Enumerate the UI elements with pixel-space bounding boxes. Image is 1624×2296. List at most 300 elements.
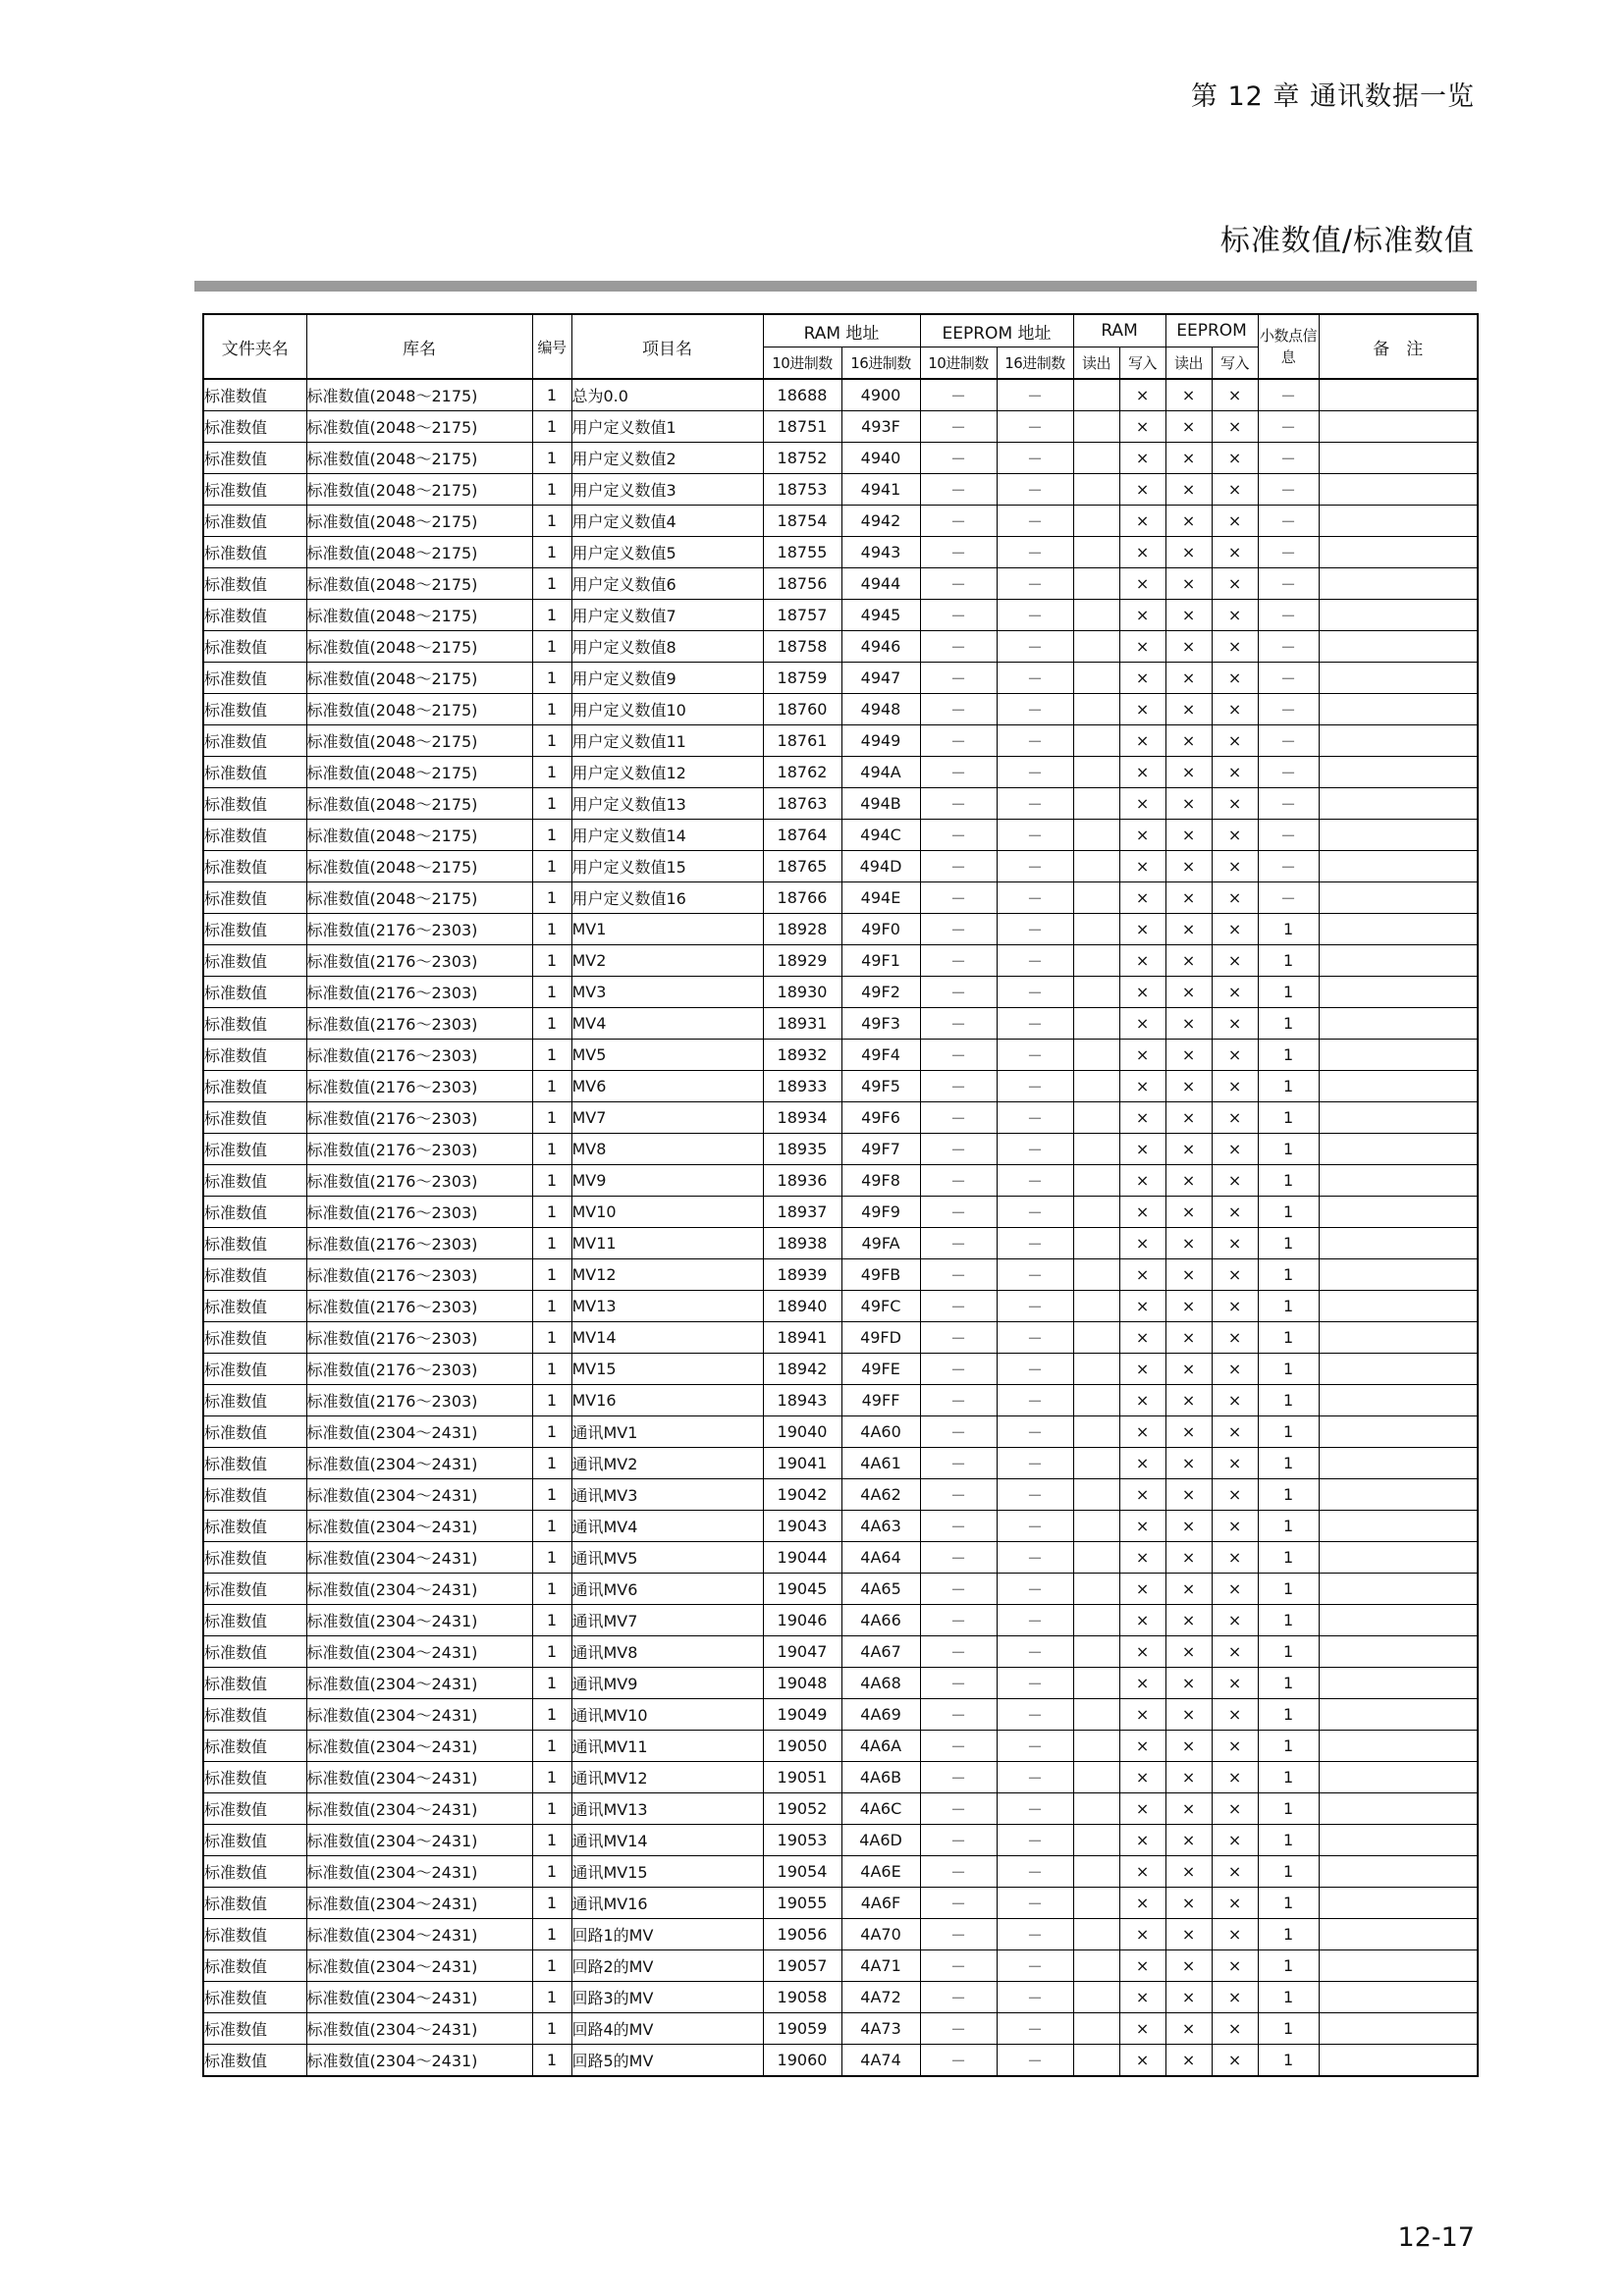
remarks-cell [1319, 506, 1478, 537]
eeprom-dec-address-cell: － [920, 820, 997, 851]
ram-hex-address-cell: 49F8 [841, 1165, 920, 1197]
eeprom-dec-address-cell: － [920, 914, 997, 945]
table-row [203, 977, 1478, 1008]
ram-hex-address-cell: 4949 [841, 725, 920, 757]
eeprom-hex-address-cell: － [997, 945, 1073, 977]
folder-cell: 标准数值 [203, 945, 306, 977]
ram-dec-address-cell: 19044 [763, 1542, 841, 1574]
ram-dec-address-cell: 18932 [763, 1040, 841, 1071]
ram-hex-address-cell: 494B [841, 788, 920, 820]
eeprom-write-cell: × [1212, 977, 1258, 1008]
eeprom-write-cell: × [1212, 1511, 1258, 1542]
ram-read-cell [1073, 1228, 1119, 1259]
ram-read-cell [1073, 379, 1119, 411]
folder-cell: 标准数值 [203, 1699, 306, 1731]
eeprom-hex-address-cell: － [997, 1762, 1073, 1793]
eeprom-write-cell: × [1212, 1197, 1258, 1228]
ram-hex-address-cell: 4948 [841, 694, 920, 725]
decimal-info-cell: 1 [1258, 1574, 1319, 1605]
number-cell: 1 [532, 1699, 571, 1731]
library-cell: 标准数值(2304～2431) [306, 2013, 532, 2045]
decimal-info-cell: － [1258, 600, 1319, 631]
ram-hex-address-cell: 4A64 [841, 1542, 920, 1574]
decimal-info-cell: 1 [1258, 1982, 1319, 2013]
table-row [203, 1668, 1478, 1699]
item-name-cell: 通讯MV13 [571, 1793, 763, 1825]
ram-write-cell: × [1119, 506, 1165, 537]
eeprom-read-cell: × [1165, 443, 1212, 474]
ram-read-cell [1073, 1793, 1119, 1825]
ram-read-cell [1073, 1040, 1119, 1071]
library-cell: 标准数值(2048～2175) [306, 411, 532, 443]
eeprom-write-cell: × [1212, 2013, 1258, 2045]
eeprom-hex-address-cell: － [997, 2045, 1073, 2077]
table-row [203, 1040, 1478, 1071]
remarks-cell [1319, 1165, 1478, 1197]
folder-cell: 标准数值 [203, 1448, 306, 1479]
ram-write-cell: × [1119, 1385, 1165, 1416]
eeprom-write-cell: × [1212, 1071, 1258, 1102]
eeprom-dec-address-cell: － [920, 1542, 997, 1574]
decimal-info-cell: － [1258, 788, 1319, 820]
eeprom-dec-address-cell: － [920, 568, 997, 600]
eeprom-write-cell: × [1212, 1385, 1258, 1416]
eeprom-dec-address-cell: － [920, 1165, 997, 1197]
number-cell: 1 [532, 977, 571, 1008]
table-row [203, 1762, 1478, 1793]
ram-dec-address-cell: 19046 [763, 1605, 841, 1636]
eeprom-dec-address-cell: － [920, 1605, 997, 1636]
item-name-cell: 用户定义数值10 [571, 694, 763, 725]
ram-hex-address-cell: 49FD [841, 1322, 920, 1354]
number-cell: 1 [532, 600, 571, 631]
eeprom-write-cell: × [1212, 694, 1258, 725]
eeprom-read-cell: × [1165, 820, 1212, 851]
ram-write-cell: × [1119, 1919, 1165, 1950]
ram-hex-address-cell: 4A6D [841, 1825, 920, 1856]
eeprom-read-cell: × [1165, 506, 1212, 537]
remarks-cell [1319, 1322, 1478, 1354]
eeprom-read-cell: × [1165, 1479, 1212, 1511]
eeprom-hex-address-cell: － [997, 443, 1073, 474]
ram-read-cell [1073, 1574, 1119, 1605]
ram-hex-address-cell: 4A74 [841, 2045, 920, 2077]
remarks-cell [1319, 379, 1478, 411]
number-cell: 1 [532, 1636, 571, 1668]
library-cell: 标准数值(2048～2175) [306, 474, 532, 506]
eeprom-write-cell: × [1212, 1134, 1258, 1165]
library-cell: 标准数值(2176～2303) [306, 1134, 532, 1165]
item-name-cell: 用户定义数值1 [571, 411, 763, 443]
eeprom-write-cell: × [1212, 1825, 1258, 1856]
library-cell: 标准数值(2304～2431) [306, 1574, 532, 1605]
ram-read-cell [1073, 945, 1119, 977]
ram-write-cell: × [1119, 631, 1165, 663]
ram-read-cell [1073, 1762, 1119, 1793]
ram-addr-hex-header: 16进制数 [841, 347, 920, 380]
ram-write-cell: × [1119, 1668, 1165, 1699]
remarks-cell [1319, 1385, 1478, 1416]
item-name-cell: 通讯MV8 [571, 1636, 763, 1668]
eeprom-read-cell: × [1165, 1040, 1212, 1071]
ram-hex-address-cell: 4A65 [841, 1574, 920, 1605]
ram-write-cell: × [1119, 1888, 1165, 1919]
number-cell: 1 [532, 506, 571, 537]
eeprom-dec-address-cell: － [920, 1888, 997, 1919]
remarks-cell [1319, 1259, 1478, 1291]
ram-write-cell: × [1119, 725, 1165, 757]
eeprom-hex-address-cell: － [997, 1448, 1073, 1479]
ram-write-cell: × [1119, 1291, 1165, 1322]
decimal-info-cell: 1 [1258, 977, 1319, 1008]
table-row [203, 694, 1478, 725]
eeprom-write-cell: × [1212, 2045, 1258, 2077]
folder-cell: 标准数值 [203, 1040, 306, 1071]
eeprom-dec-address-cell: － [920, 631, 997, 663]
decimal-info-cell: 1 [1258, 1416, 1319, 1448]
remarks-cell [1319, 1008, 1478, 1040]
folder-cell: 标准数值 [203, 474, 306, 506]
ram-write-cell: × [1119, 1605, 1165, 1636]
decimal-info-cell: 1 [1258, 1259, 1319, 1291]
remarks-cell [1319, 725, 1478, 757]
communication-data-table [202, 313, 1479, 2077]
library-cell: 标准数值(2176～2303) [306, 1165, 532, 1197]
ram-hex-address-cell: 49F9 [841, 1197, 920, 1228]
remarks-cell [1319, 2013, 1478, 2045]
folder-cell: 标准数值 [203, 1668, 306, 1699]
decimal-info-cell: 1 [1258, 1825, 1319, 1856]
library-cell: 标准数值(2048～2175) [306, 725, 532, 757]
remarks-cell [1319, 631, 1478, 663]
eeprom-hex-address-cell: － [997, 1731, 1073, 1762]
item-name-cell: MV1 [571, 914, 763, 945]
ram-dec-address-cell: 19045 [763, 1574, 841, 1605]
folder-cell: 标准数值 [203, 568, 306, 600]
library-cell: 标准数值(2304～2431) [306, 1762, 532, 1793]
eeprom-write-cell: × [1212, 411, 1258, 443]
eeprom-dec-address-cell: － [920, 443, 997, 474]
ram-write-cell: × [1119, 1102, 1165, 1134]
eeprom-dec-address-cell: － [920, 663, 997, 694]
eeprom-read-cell: × [1165, 631, 1212, 663]
eeprom-write-cell: × [1212, 1950, 1258, 1982]
eeprom-dec-address-cell: － [920, 788, 997, 820]
number-cell: 1 [532, 1322, 571, 1354]
ram-read-cell [1073, 411, 1119, 443]
library-cell: 标准数值(2176～2303) [306, 1040, 532, 1071]
eeprom-dec-address-cell: － [920, 694, 997, 725]
item-name-cell: 通讯MV1 [571, 1416, 763, 1448]
eeprom-hex-address-cell: － [997, 1825, 1073, 1856]
col-remarks-header: 备 注 [1319, 314, 1478, 379]
ram-dec-address-cell: 18761 [763, 725, 841, 757]
decimal-info-cell: 1 [1258, 1322, 1319, 1354]
ram-dec-address-cell: 19051 [763, 1762, 841, 1793]
remarks-cell [1319, 1825, 1478, 1856]
section-title: 标准数值/标准数值 [1219, 224, 1475, 258]
number-cell: 1 [532, 474, 571, 506]
decimal-info-cell: － [1258, 725, 1319, 757]
col-folder-header: 文件夹名 [203, 314, 306, 379]
folder-cell: 标准数值 [203, 1856, 306, 1888]
table-row [203, 1825, 1478, 1856]
eeprom-write-cell: × [1212, 1008, 1258, 1040]
item-name-cell: MV16 [571, 1385, 763, 1416]
decimal-info-cell: 1 [1258, 2045, 1319, 2077]
eeprom-write-cell: × [1212, 1605, 1258, 1636]
ram-dec-address-cell: 18929 [763, 945, 841, 977]
ram-dec-address-cell: 18765 [763, 851, 841, 882]
ram-write-cell: × [1119, 2013, 1165, 2045]
library-cell: 标准数值(2048～2175) [306, 568, 532, 600]
eeprom-hex-address-cell: － [997, 600, 1073, 631]
eeprom-dec-address-cell: － [920, 2045, 997, 2077]
number-cell: 1 [532, 1071, 571, 1102]
eeprom-hex-address-cell: － [997, 1354, 1073, 1385]
number-cell: 1 [532, 1197, 571, 1228]
number-cell: 1 [532, 1354, 571, 1385]
ram-dec-address-cell: 18933 [763, 1071, 841, 1102]
folder-cell: 标准数值 [203, 1479, 306, 1511]
table-row [203, 1856, 1478, 1888]
eeprom-dec-address-cell: － [920, 1197, 997, 1228]
item-name-cell: MV4 [571, 1008, 763, 1040]
folder-cell: 标准数值 [203, 1322, 306, 1354]
ram-read-cell [1073, 631, 1119, 663]
eeprom-dec-address-cell: － [920, 1825, 997, 1856]
ram-dec-address-cell: 19040 [763, 1416, 841, 1448]
table-row [203, 631, 1478, 663]
number-cell: 1 [532, 411, 571, 443]
table-row [203, 914, 1478, 945]
decimal-info-cell: 1 [1258, 1793, 1319, 1825]
remarks-cell [1319, 1636, 1478, 1668]
item-name-cell: 通讯MV9 [571, 1668, 763, 1699]
ram-hex-address-cell: 494C [841, 820, 920, 851]
number-cell: 1 [532, 1479, 571, 1511]
eeprom-hex-address-cell: － [997, 474, 1073, 506]
eeprom-write-cell: × [1212, 882, 1258, 914]
eeprom-read-cell: × [1165, 977, 1212, 1008]
eeprom-dec-address-cell: － [920, 1574, 997, 1605]
remarks-cell [1319, 1731, 1478, 1762]
folder-cell: 标准数值 [203, 851, 306, 882]
folder-cell: 标准数值 [203, 1574, 306, 1605]
ram-read-cell [1073, 600, 1119, 631]
ram-hex-address-cell: 4A70 [841, 1919, 920, 1950]
ram-hex-address-cell: 4A60 [841, 1416, 920, 1448]
table-row [203, 1950, 1478, 1982]
eeprom-dec-address-cell: － [920, 1856, 997, 1888]
eeprom-read-cell: × [1165, 1636, 1212, 1668]
eeprom-read-cell: × [1165, 2045, 1212, 2077]
eeprom-dec-address-cell: － [920, 757, 997, 788]
eeprom-write-cell: × [1212, 725, 1258, 757]
decimal-info-cell: 1 [1258, 1354, 1319, 1385]
eeprom-dec-address-cell: － [920, 851, 997, 882]
eeprom-read-cell: × [1165, 1071, 1212, 1102]
ram-write-cell: × [1119, 474, 1165, 506]
number-cell: 1 [532, 1668, 571, 1699]
table-row [203, 945, 1478, 977]
decimal-info-cell: 1 [1258, 945, 1319, 977]
eeprom-read-cell: × [1165, 1825, 1212, 1856]
number-cell: 1 [532, 1448, 571, 1479]
eeprom-read-cell: × [1165, 1322, 1212, 1354]
remarks-cell [1319, 1668, 1478, 1699]
table-row [203, 1605, 1478, 1636]
eeprom-read-cell: × [1165, 1197, 1212, 1228]
ram-dec-address-cell: 18943 [763, 1385, 841, 1416]
table-row [203, 1071, 1478, 1102]
remarks-cell [1319, 1416, 1478, 1448]
ram-dec-address-cell: 18763 [763, 788, 841, 820]
eeprom-write-cell: × [1212, 914, 1258, 945]
ram-write-cell: × [1119, 443, 1165, 474]
ram-dec-address-cell: 18759 [763, 663, 841, 694]
ram-hex-address-cell: 4A67 [841, 1636, 920, 1668]
item-name-cell: 总为0.0 [571, 379, 763, 411]
library-cell: 标准数值(2048～2175) [306, 694, 532, 725]
eeprom-hex-address-cell: － [997, 694, 1073, 725]
table-row [203, 1291, 1478, 1322]
ram-read-cell [1073, 474, 1119, 506]
eeprom-write-cell: × [1212, 1259, 1258, 1291]
eeprom-write-cell: × [1212, 945, 1258, 977]
item-name-cell: MV9 [571, 1165, 763, 1197]
ram-dec-address-cell: 19052 [763, 1793, 841, 1825]
table-row [203, 1354, 1478, 1385]
eeprom-addr-hex-header: 16进制数 [997, 347, 1073, 380]
eeprom-hex-address-cell: － [997, 788, 1073, 820]
ram-read-cell [1073, 1102, 1119, 1134]
folder-cell: 标准数值 [203, 788, 306, 820]
decimal-info-cell: 1 [1258, 1605, 1319, 1636]
folder-cell: 标准数值 [203, 1511, 306, 1542]
eeprom-hex-address-cell: － [997, 663, 1073, 694]
ram-write-cell: × [1119, 1448, 1165, 1479]
remarks-cell [1319, 1102, 1478, 1134]
decimal-info-cell: 1 [1258, 1165, 1319, 1197]
library-cell: 标准数值(2048～2175) [306, 631, 532, 663]
eeprom-hex-address-cell: － [997, 820, 1073, 851]
ram-dec-address-cell: 18938 [763, 1228, 841, 1259]
library-cell: 标准数值(2304～2431) [306, 2045, 532, 2077]
ram-dec-address-cell: 18942 [763, 1354, 841, 1385]
ram-dec-address-cell: 18928 [763, 914, 841, 945]
folder-cell: 标准数值 [203, 1542, 306, 1574]
number-cell: 1 [532, 2045, 571, 2077]
eeprom-dec-address-cell: － [920, 1291, 997, 1322]
ram-hex-address-cell: 493F [841, 411, 920, 443]
decimal-info-cell: 1 [1258, 1228, 1319, 1259]
ram-hex-address-cell: 494E [841, 882, 920, 914]
eeprom-hex-address-cell: － [997, 1102, 1073, 1134]
ram-write-cell: × [1119, 1856, 1165, 1888]
eeprom-dec-address-cell: － [920, 2013, 997, 2045]
item-name-cell: 通讯MV10 [571, 1699, 763, 1731]
item-name-cell: MV15 [571, 1354, 763, 1385]
eeprom-write-cell: × [1212, 1291, 1258, 1322]
remarks-cell [1319, 1511, 1478, 1542]
ram-read-cell [1073, 851, 1119, 882]
eeprom-read-cell: × [1165, 1542, 1212, 1574]
ram-hex-address-cell: 49FB [841, 1259, 920, 1291]
table-row [203, 1385, 1478, 1416]
ram-write-cell: × [1119, 694, 1165, 725]
table-row [203, 757, 1478, 788]
library-cell: 标准数值(2176～2303) [306, 1071, 532, 1102]
item-name-cell: 通讯MV14 [571, 1825, 763, 1856]
eeprom-dec-address-cell: － [920, 600, 997, 631]
folder-cell: 标准数值 [203, 663, 306, 694]
ram-write-cell: × [1119, 1542, 1165, 1574]
eeprom-hex-address-cell: － [997, 1699, 1073, 1731]
eeprom-read-cell: × [1165, 1228, 1212, 1259]
item-name-cell: 用户定义数值4 [571, 506, 763, 537]
folder-cell: 标准数值 [203, 1919, 306, 1950]
eeprom-write-header: 写入 [1212, 347, 1258, 380]
eeprom-write-cell: × [1212, 1668, 1258, 1699]
item-name-cell: MV12 [571, 1259, 763, 1291]
eeprom-write-cell: × [1212, 1731, 1258, 1762]
remarks-cell [1319, 882, 1478, 914]
ram-write-cell: × [1119, 851, 1165, 882]
ram-read-cell [1073, 1071, 1119, 1102]
eeprom-write-cell: × [1212, 600, 1258, 631]
decimal-info-cell: － [1258, 820, 1319, 851]
ram-write-cell: × [1119, 1511, 1165, 1542]
ram-hex-address-cell: 49F3 [841, 1008, 920, 1040]
library-cell: 标准数值(2048～2175) [306, 663, 532, 694]
ram-read-cell [1073, 1479, 1119, 1511]
ram-read-cell [1073, 1636, 1119, 1668]
item-name-cell: 用户定义数值5 [571, 537, 763, 568]
chapter-heading: 第 12 章 通讯数据一览 [1190, 81, 1475, 112]
eeprom-read-cell: × [1165, 1793, 1212, 1825]
ram-hex-address-cell: 4941 [841, 474, 920, 506]
number-cell: 1 [532, 1228, 571, 1259]
ram-read-cell [1073, 443, 1119, 474]
eeprom-dec-address-cell: － [920, 474, 997, 506]
ram-write-cell: × [1119, 1574, 1165, 1605]
eeprom-hex-address-cell: － [997, 1259, 1073, 1291]
ram-read-cell [1073, 914, 1119, 945]
decimal-info-cell: 1 [1258, 1511, 1319, 1542]
ram-hex-address-cell: 4947 [841, 663, 920, 694]
table-row [203, 1165, 1478, 1197]
ram-dec-address-cell: 19053 [763, 1825, 841, 1856]
eeprom-hex-address-cell: － [997, 882, 1073, 914]
ram-dec-address-cell: 18752 [763, 443, 841, 474]
eeprom-hex-address-cell: － [997, 1919, 1073, 1950]
item-name-cell: 回路4的MV [571, 2013, 763, 2045]
eeprom-hex-address-cell: － [997, 1511, 1073, 1542]
ram-read-cell [1073, 1888, 1119, 1919]
eeprom-dec-address-cell: － [920, 1322, 997, 1354]
table-row [203, 443, 1478, 474]
ram-hex-address-cell: 4944 [841, 568, 920, 600]
eeprom-hex-address-cell: － [997, 1134, 1073, 1165]
ram-hex-address-cell: 4942 [841, 506, 920, 537]
ram-read-cell [1073, 1982, 1119, 2013]
ram-dec-address-cell: 18935 [763, 1134, 841, 1165]
page-number: 12-17 [1397, 2222, 1475, 2253]
library-cell: 标准数值(2304～2431) [306, 1825, 532, 1856]
number-cell: 1 [532, 945, 571, 977]
number-cell: 1 [532, 379, 571, 411]
